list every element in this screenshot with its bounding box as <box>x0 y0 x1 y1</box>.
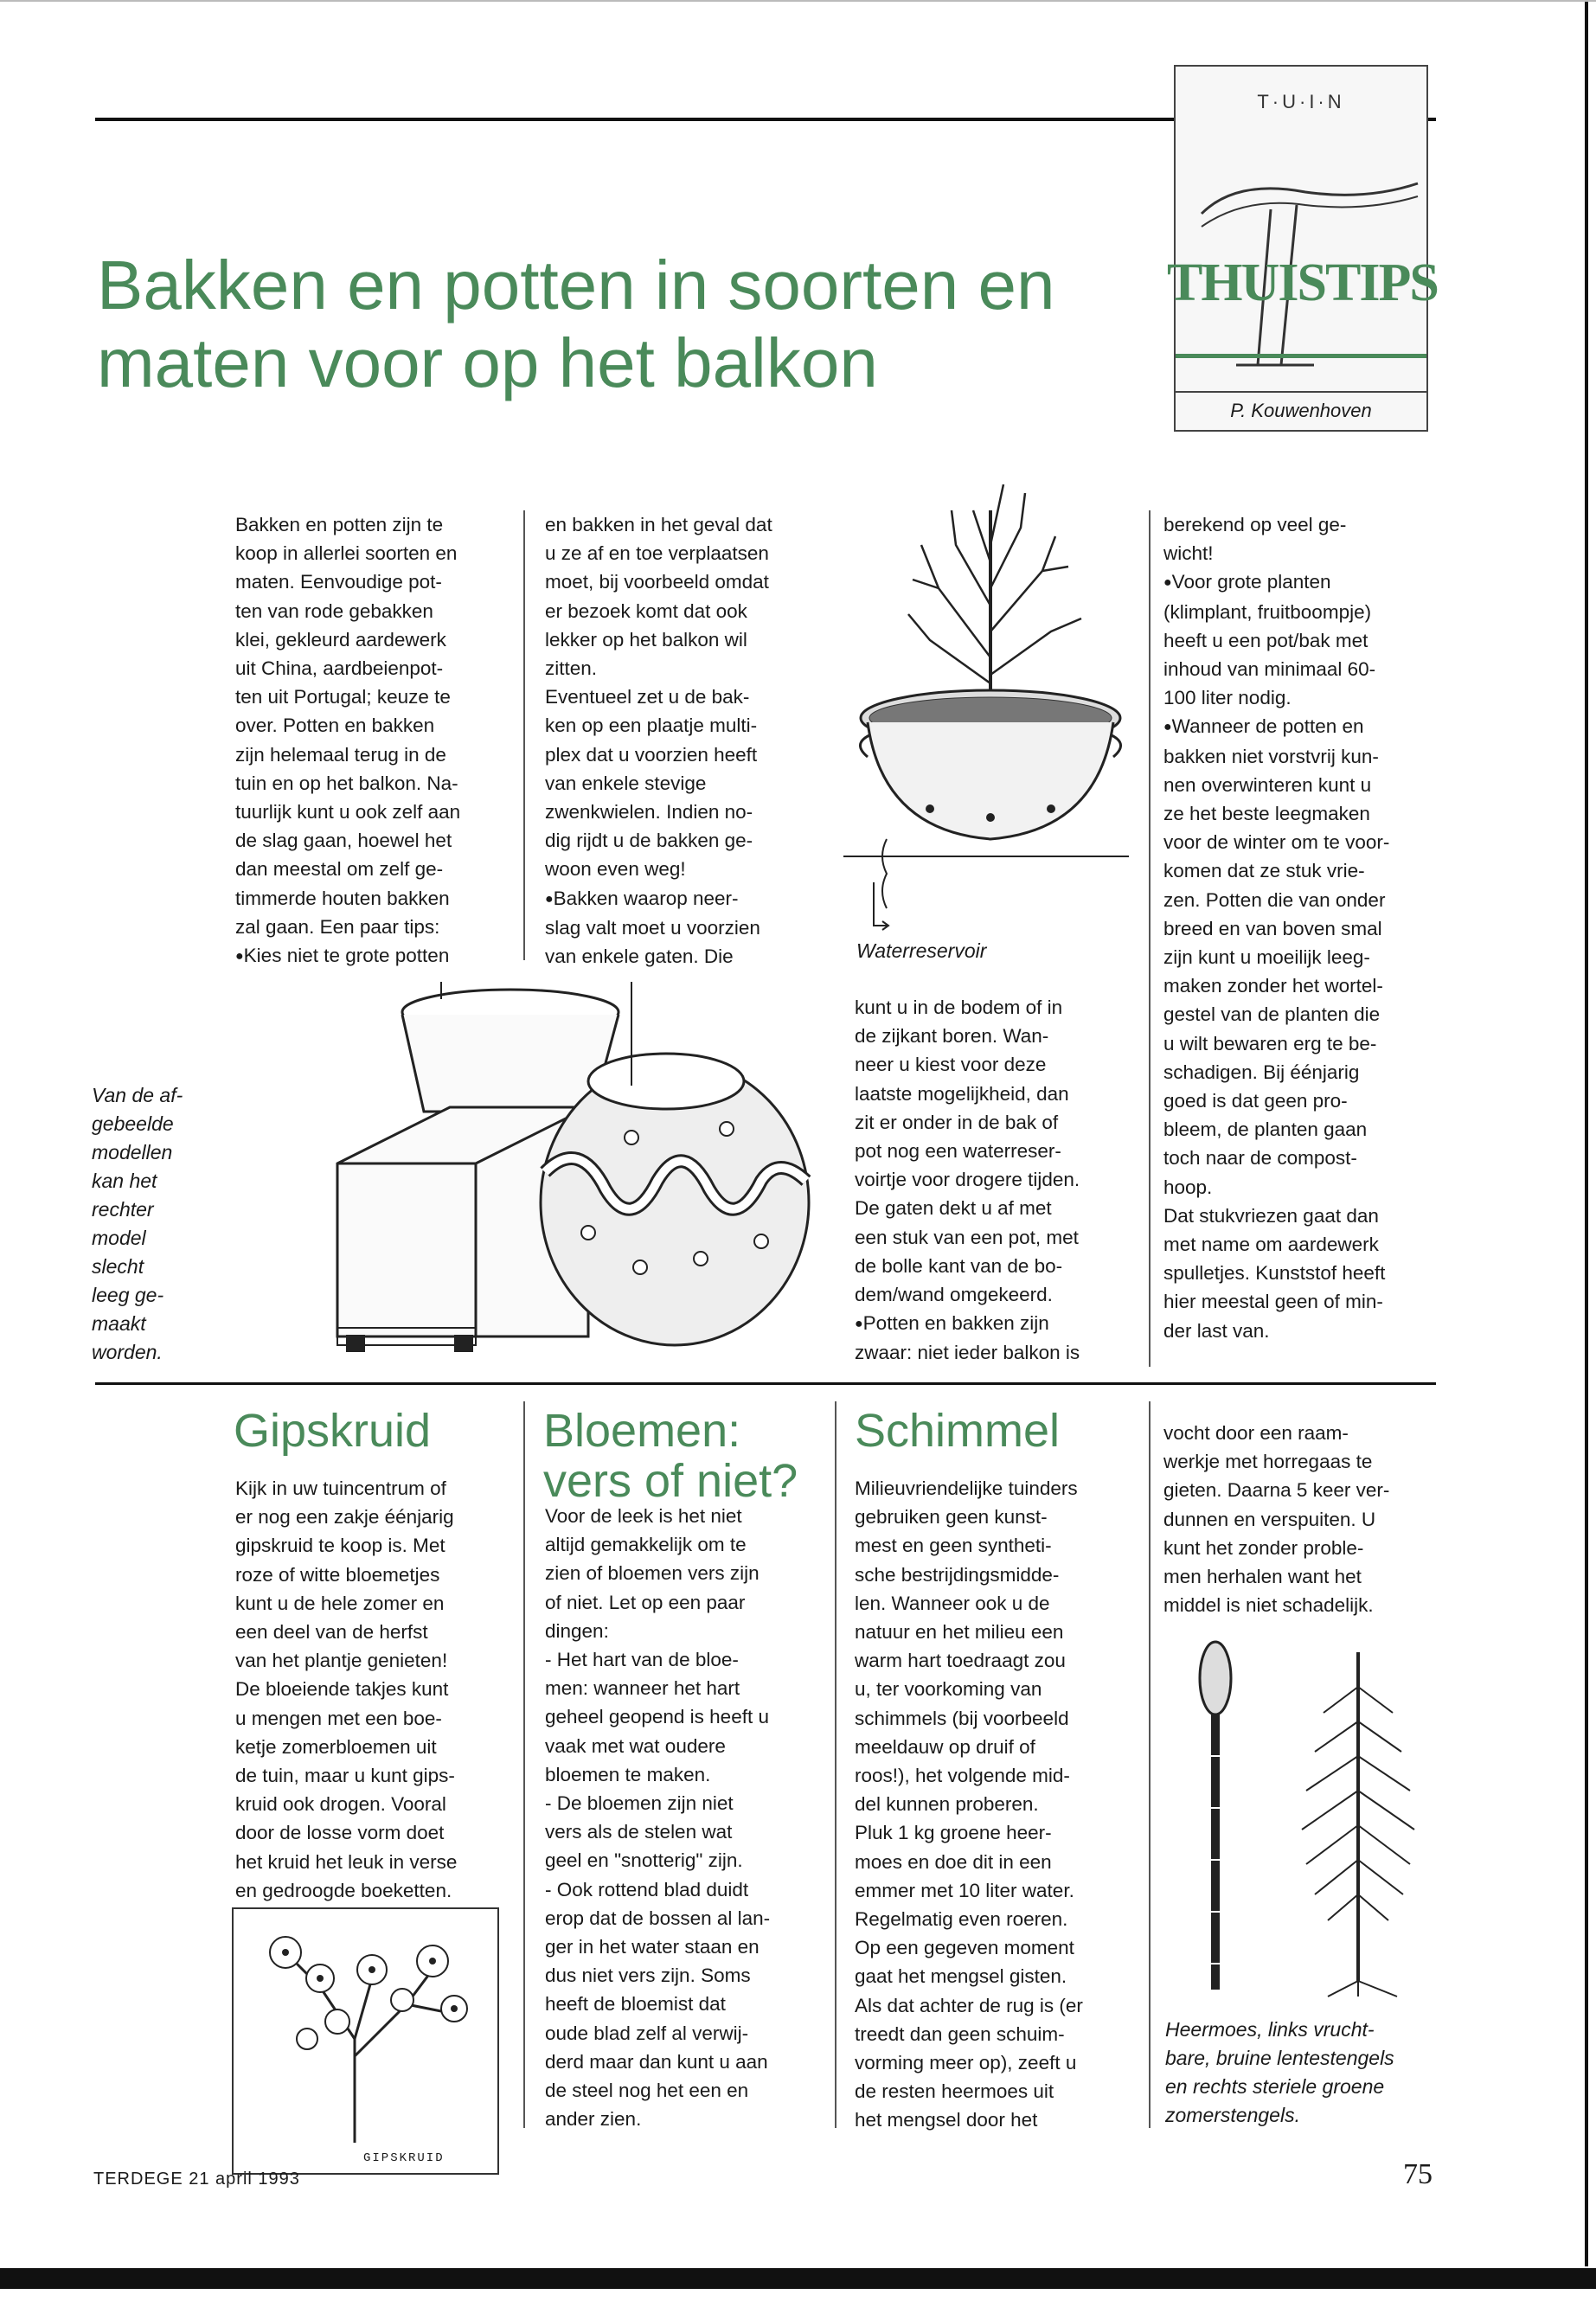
text-line: komen dat ze stuk vrie- <box>1163 860 1365 882</box>
page-number: 75 <box>1403 2158 1433 2190</box>
schimmel-text-col2 <box>1163 1419 1449 1619</box>
text-line: woon even weg! <box>545 858 686 881</box>
text-line: een stuk van een pot, met <box>855 1226 1079 1248</box>
text-line: gestel van de planten die <box>1163 1003 1381 1026</box>
text-line: heeft u een pot/bak met <box>1163 629 1368 651</box>
text-line: worden. <box>92 1341 163 1363</box>
text-line: schimmels (bij voorbeeld <box>855 1707 1069 1729</box>
text-line: bloemen te maken. <box>545 1763 711 1785</box>
bloemen-text <box>545 1502 835 2133</box>
text-line: klei, gekleurd aardewerk <box>235 628 446 651</box>
text-line: Dat stukvriezen gaat dan <box>1163 1204 1379 1227</box>
text-line: ● Kies niet te grote potten <box>235 941 521 971</box>
series-logo <box>1167 65 1438 432</box>
text-line: goed is dat geen pro- <box>1163 1090 1348 1112</box>
text-line: treedt dan geen schuim- <box>855 2022 1065 2045</box>
text-line: tuin en op het balkon. Na- <box>235 772 458 794</box>
gipskruid-label: GIPSKRUID <box>363 2151 445 2165</box>
text-line: geel en "snotterig" zijn. <box>545 1849 743 1872</box>
series-underline <box>1176 354 1426 358</box>
col-divider-1 <box>523 510 525 960</box>
text-line: roos!), het volgende mid- <box>855 1765 1070 1787</box>
text-line: van enkele stevige <box>545 772 707 794</box>
text-line: bare, bruine lentestengels <box>1165 2047 1394 2069</box>
text-line: tuurlijk kunt u ook zelf aan <box>235 801 461 824</box>
text-line: zitten. <box>545 657 598 680</box>
text-line: toch naar de compost- <box>1163 1147 1357 1170</box>
gipskruid-text <box>235 1474 521 1905</box>
text-line: u mengen met een boe- <box>235 1707 442 1729</box>
text-line: Op een gegeven moment <box>855 1937 1074 1959</box>
caption-heermoes <box>1165 2016 1394 2130</box>
text-line: of niet. Let op een paar <box>545 1591 746 1613</box>
text-line: - De bloemen zijn niet <box>545 1792 734 1815</box>
text-line: het kruid het leuk in verse <box>235 1850 458 1873</box>
text-line: vers of niet? <box>543 1455 798 1507</box>
text-line: zit er onder in de bak of <box>855 1111 1059 1133</box>
text-line: del kunnen proberen. <box>855 1793 1039 1816</box>
text-line: zwaar: niet ieder balkon is <box>855 1342 1080 1364</box>
text-line: meeldauw op druif of <box>855 1735 1035 1758</box>
text-line: kunt u de hele zomer en <box>235 1592 445 1614</box>
bloemen-heading <box>543 1406 798 1506</box>
text-line: moet, bij voorbeeld omdat <box>545 571 769 593</box>
footer-publication: TERDEGE 21 april 1993 <box>93 2170 300 2189</box>
text-line: u, ter voorkoming van <box>855 1678 1042 1701</box>
top-border <box>0 0 1596 2</box>
text-line: ● Bakken waarop neer- <box>545 884 830 913</box>
schimmel-heading: Schimmel <box>855 1405 1061 1457</box>
text-line: inhoud van minimaal 60- <box>1163 658 1376 681</box>
text-line: dus niet vers zijn. Soms <box>545 1965 751 1987</box>
series-small-label: T·U·I·N <box>1257 91 1345 112</box>
text-line: kruid ook drogen. Vooral <box>235 1793 446 1816</box>
text-line: van het plantje genieten! <box>235 1650 448 1672</box>
text-line: ● Wanneer de potten en <box>1163 712 1449 741</box>
text-line: en gedroogde boeketten. <box>235 1879 452 1901</box>
text-line: men herhalen want het <box>1163 1566 1362 1588</box>
tree-pot-illustration <box>835 458 1146 943</box>
gipskruid-illustration <box>232 1907 499 2175</box>
text-line: ze het beste leegmaken <box>1163 803 1370 825</box>
text-line: bakken niet vorstvrij kun- <box>1163 745 1379 767</box>
text-line: kan het <box>92 1170 157 1192</box>
text-line: er bezoek komt dat ook <box>545 599 747 622</box>
text-line: emmer met 10 liter water. <box>855 1879 1074 1901</box>
text-line: Bloemen: <box>543 1405 741 1457</box>
text-line: ander zien. <box>545 2108 642 2131</box>
text-line: het mengsel door het <box>855 2109 1038 2131</box>
text-line: er nog een zakje éénjarig <box>235 1506 454 1529</box>
text-line: de bolle kant van de bo- <box>855 1254 1063 1277</box>
text-line: dan meestal om zelf ge- <box>235 858 444 881</box>
schimmel-text <box>855 1474 1149 2135</box>
text-line: gaat het mengsel gisten. <box>855 1965 1067 1988</box>
text-line: ketje zomerbloemen uit <box>235 1735 437 1758</box>
text-line: maken zonder het wortel- <box>1163 975 1383 997</box>
text-line: der last van. <box>1163 1319 1270 1342</box>
article-title-line1: Bakken en potten in soorten en <box>97 247 1055 324</box>
text-line: over. Potten en bakken <box>235 715 435 737</box>
text-line: Kijk in uw tuincentrum of <box>235 1477 446 1499</box>
caption-pots <box>92 1081 183 1367</box>
text-line: derd maar dan kunt u aan <box>545 2050 768 2073</box>
text-line: koop in allerlei soorten en <box>235 542 458 565</box>
text-line: (klimplant, fruitboompje) <box>1163 600 1372 623</box>
text-line: men: wanneer het hart <box>545 1677 740 1700</box>
text-line: timmerde houten bakken <box>235 887 450 909</box>
text-line: slecht <box>92 1255 144 1278</box>
text-line: neer u kiest voor deze <box>855 1054 1047 1076</box>
text-line: maakt <box>92 1312 146 1335</box>
text-line: ken op een plaatje multi- <box>545 715 758 737</box>
section-rule <box>95 1382 1436 1385</box>
text-line: ger in het water staan en <box>545 1936 760 1958</box>
text-line: zijn kunt u moeilijk leeg- <box>1163 946 1370 969</box>
col-divider-3 <box>1149 510 1151 1367</box>
text-line: altijd gemakkelijk om te <box>545 1534 747 1556</box>
text-line: wicht! <box>1163 542 1214 565</box>
text-line: zien of bloemen vers zijn <box>545 1562 760 1585</box>
text-line: 100 liter nodig. <box>1163 687 1292 709</box>
text-line: uit China, aardbeienpot- <box>235 657 444 680</box>
text-line: - Het hart van de bloe- <box>545 1649 739 1671</box>
text-line: model <box>92 1227 146 1249</box>
text-line: de steel nog het een en <box>545 2080 749 2102</box>
text-line: Pluk 1 kg groene heer- <box>855 1822 1052 1844</box>
text-line: erop dat de bossen al lan- <box>545 1907 771 1929</box>
text-line: schadigen. Bij éénjarig <box>1163 1061 1360 1083</box>
text-line: dem/wand omgekeerd. <box>855 1284 1053 1306</box>
text-line: kunt u in de bodem of in <box>855 997 1063 1018</box>
text-line: dingen: <box>545 1619 609 1642</box>
text-line: geheel geopend is heeft u <box>545 1706 769 1728</box>
text-line: middel is niet schadelijk. <box>1163 1594 1374 1617</box>
text-line: en rechts steriele groene <box>1165 2075 1385 2098</box>
text-line: zal gaan. Een paar tips: <box>235 915 440 938</box>
text-line: van enkele gaten. Die <box>545 945 734 968</box>
text-line: ● Voor grote planten <box>1163 567 1449 597</box>
text-line: dig rijdt u de bakken ge- <box>545 830 753 852</box>
series-big-label: THUISTIPS <box>1167 253 1438 312</box>
text-line: hier meestal geen of min- <box>1163 1291 1383 1313</box>
text-line: natuur en het milieu een <box>855 1621 1064 1644</box>
text-line: gieten. Daarna 5 keer ver- <box>1163 1479 1390 1502</box>
text-line: De bloeiende takjes kunt <box>235 1678 449 1701</box>
text-line: ● Potten en bakken zijn <box>855 1309 1149 1338</box>
text-line: vaak met wat oudere <box>545 1734 726 1757</box>
article-title <box>97 247 1054 402</box>
text-line: ten van rode gebakken <box>235 599 433 622</box>
flower-icon <box>234 1909 497 2151</box>
text-line: Milieuvriendelijke tuinders <box>855 1477 1078 1499</box>
text-line: de slag gaan, hoewel het <box>235 830 452 852</box>
text-line: voirtje voor drogere tijden. <box>855 1169 1080 1191</box>
text-line: gebeelde <box>92 1112 174 1135</box>
text-line: bleem, de planten gaan <box>1163 1118 1368 1141</box>
text-line: de resten heermoes uit <box>855 2080 1054 2103</box>
text-line: Regelmatig even roeren. <box>855 1908 1068 1931</box>
text-line: moes en doe dit in een <box>855 1850 1052 1873</box>
text-line: Van de af- <box>92 1084 183 1106</box>
text-line: de tuin, maar u kunt gips- <box>235 1765 455 1787</box>
article-col3 <box>855 993 1149 1368</box>
bottom-col-divider-1 <box>523 1401 525 2128</box>
text-line: lekker op het balkon wil <box>545 628 747 651</box>
text-line: rechter <box>92 1198 154 1221</box>
text-line: warm hart toedraagt zou <box>855 1650 1066 1672</box>
text-line: zen. Potten die van onder <box>1163 888 1386 911</box>
bottom-col-divider-2 <box>835 1401 836 2128</box>
text-line: dunnen en verspuiten. U <box>1163 1508 1376 1530</box>
text-line: door de losse vorm doet <box>235 1822 445 1844</box>
text-line: kunt het zonder proble- <box>1163 1536 1364 1559</box>
text-line: vers als de stelen wat <box>545 1821 733 1843</box>
text-line: zomerstengels. <box>1165 2104 1300 2126</box>
text-line: oude blad zelf al verwij- <box>545 2022 749 2044</box>
text-line: gebruiken geen kunst- <box>855 1506 1048 1529</box>
article-col1 <box>235 510 521 971</box>
text-line: pot nog een waterreser- <box>855 1140 1061 1163</box>
article-col2 <box>545 510 830 971</box>
text-line: ten uit Portugal; keuze te <box>235 686 451 708</box>
text-line: u ze af en toe verplaatsen <box>545 542 769 565</box>
text-line: u wilt bewaren erg te be- <box>1163 1032 1377 1054</box>
text-line: vocht door een raam- <box>1163 1422 1349 1444</box>
text-line: - Ook rottend blad duidt <box>545 1878 749 1900</box>
text-line: voor de winter om te voor- <box>1163 831 1390 854</box>
text-line: zijn helemaal terug in de <box>235 743 446 766</box>
text-line: gipskruid te koop is. Met <box>235 1535 445 1557</box>
text-line: Bakken en potten zijn te <box>235 514 444 535</box>
article-title-line2: maten voor op het balkon <box>97 324 878 401</box>
text-line: Als dat achter de rug is (er <box>855 1994 1083 2016</box>
text-line: heeft de bloemist dat <box>545 1993 726 2016</box>
text-line: berekend op veel ge- <box>1163 514 1347 535</box>
text-line: Eventueel zet u de bak- <box>545 686 750 708</box>
text-line: werkje met horregaas te <box>1163 1451 1373 1473</box>
caption-reservoir: Waterreservoir <box>856 939 987 962</box>
pots-illustration <box>329 982 813 1362</box>
text-line: len. Wanneer ook u de <box>855 1592 1050 1614</box>
text-line: breed en van boven smal <box>1163 917 1382 939</box>
right-border <box>1585 0 1588 2266</box>
gipskruid-heading: Gipskruid <box>234 1405 432 1457</box>
text-line: vorming meer op), zeeft u <box>855 2052 1077 2074</box>
text-line: sche bestrijdingsmidde- <box>855 1563 1060 1586</box>
text-line: leeg ge- <box>92 1284 164 1306</box>
text-line: Voor de leek is het niet <box>545 1505 742 1527</box>
text-line: en bakken in het geval dat <box>545 514 772 535</box>
text-line: Heermoes, links vrucht- <box>1165 2018 1375 2041</box>
text-line: de zijkant boren. Wan- <box>855 1025 1049 1048</box>
text-line: spulletjes. Kunststof heeft <box>1163 1262 1386 1285</box>
text-line: modellen <box>92 1141 173 1163</box>
text-line: zwenkwielen. Indien no- <box>545 801 753 824</box>
text-line: laatste mogelijkheid, dan <box>855 1082 1069 1105</box>
text-line: een deel van de herfst <box>235 1621 428 1644</box>
author-name: P. Kouwenhoven <box>1230 400 1372 421</box>
heermoes-illustration <box>1176 1635 1436 1998</box>
text-line: plex dat u voorzien heeft <box>545 743 758 766</box>
text-line: slag valt moet u voorzien <box>545 916 760 939</box>
bottom-border <box>0 2268 1596 2289</box>
text-line: met name om aardewerk <box>1163 1234 1379 1256</box>
text-line: mest en geen syntheti- <box>855 1535 1052 1557</box>
text-line: De gaten dekt u af met <box>855 1197 1052 1220</box>
text-line: hoop. <box>1163 1176 1213 1198</box>
text-line: nen overwinteren kunt u <box>1163 773 1372 796</box>
text-line: roze of witte bloemetjes <box>235 1563 440 1586</box>
bottom-col-divider-3 <box>1149 1401 1151 2128</box>
text-line: maten. Eenvoudige pot- <box>235 571 442 593</box>
article-col4 <box>1163 510 1449 1345</box>
